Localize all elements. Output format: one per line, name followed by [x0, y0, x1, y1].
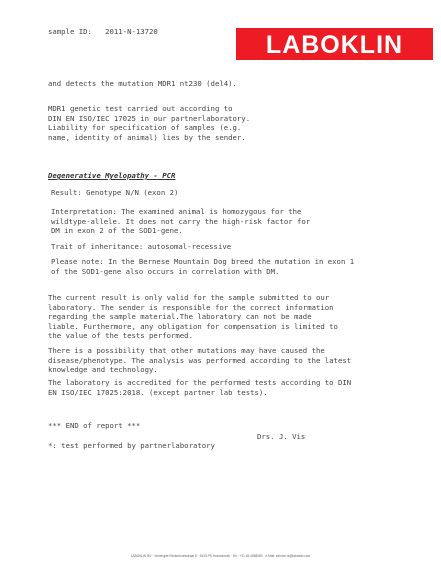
end-of-report: *** END of report *** — [48, 421, 141, 430]
interpretation-text: Interpretation: The examined animal is homozygous for the wildtype-allele. It does not carry the high-risk factor for DM in exon 2 of the SOD1-gene. — [51, 207, 311, 236]
trait-line: Trait of inheritance: autosomal-recessive — [51, 242, 232, 251]
signature: Drs. J. Vis — [257, 432, 306, 441]
section-heading: Degenerative Myelopathy - PCR — [48, 171, 176, 180]
accreditation-text: The laboratory is accredited for the performed tests according to DIN EN ISO/IEC 17025:2018. (except partner lab tests). — [48, 378, 352, 397]
sample-id: sample ID: 2011-N-13720 — [48, 27, 158, 36]
mutation-line: and detects the mutation MDR1 nt230 (del4). — [48, 79, 237, 88]
validity-text: The current result is only valid for the sample submitted to our laboratory. The sender is responsible for the correct information regarding the sample material.The laboratory can not be made liable. Furthermore, any obligation for compensation is limited to the value of the tests performed. — [48, 293, 338, 341]
logo-text: LABOKLIN — [265, 30, 404, 59]
partner-footnote: *: test performed by partnerlaboratory — [48, 441, 215, 450]
mdr1-note: MDR1 genetic test carried out according to DIN EN ISO/IEC 17025 in our partnerlaboratory. Liability for specification of samples (e.g. name, identity of animal) lies by the sender. — [48, 104, 251, 142]
result-line: Result: Genotype N/N (exon 2) — [51, 188, 179, 197]
laboklin-logo — [236, 28, 433, 60]
please-note-text: Please note: In the Bernese Mountain Dog breed the mutation in exon 1 of the SOD1-gene also occurs in correlation with DM. — [51, 257, 355, 276]
other-mutations-text: There is a possibility that other mutations may have caused the disease/phenotype. The analysis was performed according to the latest knowledge and technology. — [48, 346, 352, 375]
page-footer: LABOKLIN BV · Verlengde Klinkerhoekstraat 8 · 6433 PS Hoensbroek · Tel.: +31 45 4868080 · e-Mail: service.nl@laboklin.com — [130, 554, 311, 558]
